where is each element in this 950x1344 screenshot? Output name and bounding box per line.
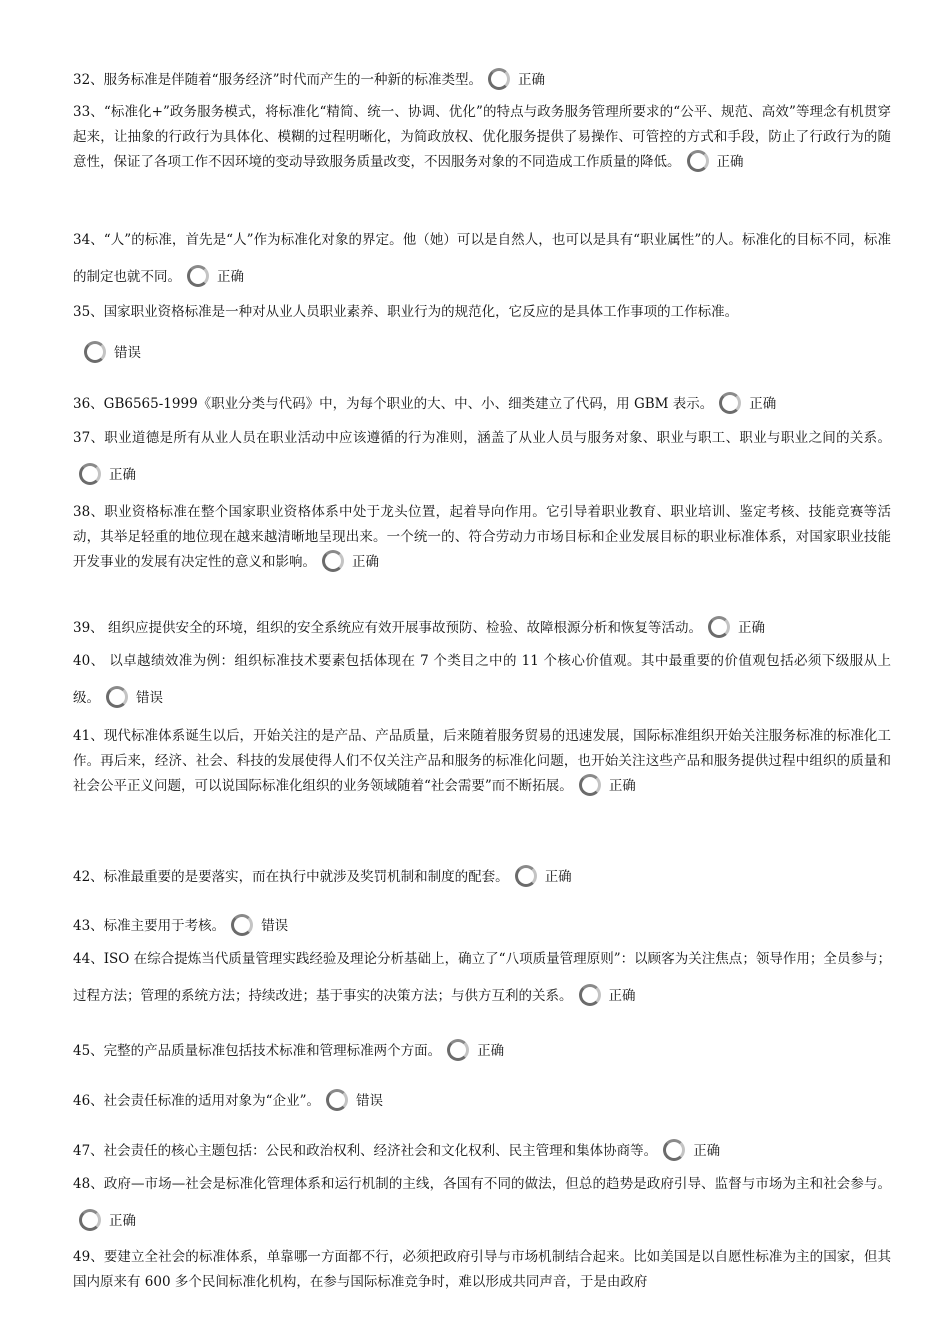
answer-label: 正确: [716, 154, 744, 170]
answer-option[interactable]: [322, 550, 379, 575]
answer-label: 正确: [517, 72, 545, 88]
question-37: [73, 420, 891, 494]
answer-label: 正确: [109, 1213, 136, 1229]
answer-label: 错误: [355, 1093, 383, 1109]
question-34: [73, 222, 891, 296]
answer-label: 错误: [114, 345, 141, 361]
question-47: [73, 1139, 891, 1164]
question-35: [73, 300, 891, 325]
answer-label: 错误: [136, 690, 163, 706]
answer-option[interactable]: [719, 392, 776, 417]
question-text: 41、现代标准体系诞生以后，开始关注的是产品、产品质量，后来随着服务贸易的迅速发展，国际标准组织开始关注服务标准的标准化工作。再后来，经济、社会、科技的发展使得人们不仅关注产品和服务的标准化问题，也开始关注这些产品和服务提供过程中组织的质量和社会公平正义问题，可以说国际标准化组织的业务领域随着“社会需要”而不断拓展。: [73, 728, 891, 794]
answer-option[interactable]: [579, 774, 636, 799]
answer-option[interactable]: [447, 1039, 504, 1064]
question-32: [73, 68, 891, 93]
question-42: [73, 865, 891, 890]
question-40: [73, 643, 891, 717]
radio-icon[interactable]: [579, 774, 601, 796]
question-text: 36、GB6565-1999《职业分类与代码》中，为每个职业的大、中、小、细类建立了代码，用 GBM 表示。: [73, 396, 714, 412]
question-text: 48、政府—市场—社会是标准化管理体系和运行机制的主线，各国有不同的做法，但总的趋势是政府引导、监督与市场为主和社会参与。: [73, 1176, 891, 1192]
question-36: [73, 392, 891, 417]
answer-option[interactable]: [515, 865, 572, 890]
radio-icon[interactable]: [84, 341, 106, 363]
question-text: 47、社会责任的核心主题包括：公民和政治权利、经济社会和文化权利、民主管理和集体协商等。: [73, 1143, 658, 1159]
question-text: 43、标准主要用于考核。: [73, 918, 226, 934]
question-text: 35、国家职业资格标准是一种对从业人员职业素养、职业行为的规范化，它反应的是具体工作事项的工作标准。: [73, 304, 739, 320]
radio-icon[interactable]: [719, 392, 741, 414]
radio-icon[interactable]: [663, 1139, 685, 1161]
answer-option[interactable]: [579, 978, 636, 1015]
radio-icon[interactable]: [515, 865, 537, 887]
question-text: 45、完整的产品质量标准包括技术标准和管理标准两个方面。: [73, 1043, 442, 1059]
answer-label: 正确: [352, 554, 379, 570]
question-43: [73, 914, 891, 939]
answer-option[interactable]: [687, 150, 744, 175]
radio-icon[interactable]: [106, 686, 128, 708]
question-text: 39、 组织应提供安全的环境，组织的安全系统应有效开展事故预防、检验、故障根源分析和恢复等活动。: [73, 620, 702, 636]
answer-label: 正确: [109, 467, 136, 483]
question-48: [73, 1166, 891, 1240]
answer-label: 正确: [608, 988, 636, 1004]
radio-icon[interactable]: [79, 1209, 101, 1231]
question-text: 32、服务标准是伴随着“服务经济”时代而产生的一种新的标准类型。: [73, 72, 482, 88]
radio-icon[interactable]: [231, 914, 253, 936]
radio-icon[interactable]: [322, 550, 344, 572]
answer-option[interactable]: [79, 457, 136, 494]
question-41: [73, 724, 891, 799]
question-text: 49、要建立全社会的标准体系，单靠哪一方面都不行，必须把政府引导与市场机制结合起来。比如美国是以自愿性标准为主的国家，但其国内原来有 600 多个民间标准化机构，在参与国际标准竞争时，难以形成共同声音，于是由政府: [73, 1249, 891, 1290]
answer-label: 正确: [217, 269, 244, 285]
question-text: 38、职业资格标准在整个国家职业资格体系中处于龙头位置，起着导向作用。它引导着职业教育、职业培训、鉴定考核、技能竞赛等活动，其举足轻重的地位现在越来越清晰地呈现出来。一个统一的、符合劳动力市场目标和企业发展目标的职业标准体系，对国家职业技能开发事业的发展有决定性的意义和影响。: [73, 504, 891, 570]
question-49: [73, 1245, 891, 1295]
answer-label: 正确: [737, 620, 765, 636]
answer-option[interactable]: [106, 680, 163, 717]
answer-option[interactable]: [488, 68, 545, 93]
question-text: 40、 以卓越绩效准为例：组织标准技术要素包括体现在 7 个类目之中的 11 个核心价值观。其中最重要的价值观包括必须下级服从上级。: [73, 653, 891, 706]
answer-label: 正确: [477, 1043, 505, 1059]
radio-icon[interactable]: [708, 616, 730, 638]
radio-icon[interactable]: [326, 1089, 348, 1111]
answer-label: 正确: [693, 1143, 721, 1159]
answer-option[interactable]: [84, 341, 141, 366]
answer-label: 错误: [261, 918, 289, 934]
question-text: 42、标准最重要的是要落实，而在执行中就涉及奖罚机制和制度的配套。: [73, 869, 509, 885]
question-text: 37、职业道德是所有从业人员在职业活动中应该遵循的行为准则，涵盖了从业人员与服务对象、职业与职工、职业与职业之间的关系。: [73, 430, 891, 446]
question-text: 44、ISO 在综合提炼当代质量管理实践经验及理论分析基础上，确立了“八项质量管理原则”：以顾客为关注焦点；领导作用；全员参与；过程方法；管理的系统方法；持续改进；基于事实的决策方法；与供方互利的关系。: [73, 951, 891, 1004]
answer-option[interactable]: [231, 914, 288, 939]
radio-icon[interactable]: [187, 265, 209, 287]
answer-label: 正确: [608, 778, 636, 794]
question-35-answer-row: [84, 341, 284, 366]
answer-label: 正确: [749, 396, 777, 412]
radio-icon[interactable]: [488, 68, 510, 90]
question-45: [73, 1039, 891, 1064]
radio-icon[interactable]: [579, 984, 601, 1006]
question-text: 34、“人”的标准，首先是“人”作为标准化对象的界定。他（她）可以是自然人，也可以是具有“职业属性”的人。标准化的目标不同，标准的制定也就不同。: [73, 232, 891, 285]
radio-icon[interactable]: [447, 1039, 469, 1061]
question-38: [73, 500, 891, 575]
answer-label: 正确: [544, 869, 572, 885]
question-46: [73, 1089, 891, 1114]
question-33: [73, 100, 891, 175]
radio-icon[interactable]: [79, 463, 101, 485]
question-text: 33、“标准化+”政务服务模式，将标准化“精简、统一、协调、优化”的特点与政务服务管理所要求的“公平、规范、高效”等理念有机贯穿起来，让抽象的行政行为具体化、模糊的过程明晰化，为简政放权、优化服务提供了易操作、可管控的方式和手段，防止了行政行为的随意性，保证了各项工作不因环境的变动导致服务质量改变，不因服务对象的不同造成工作质量的降低。: [73, 104, 891, 170]
answer-option[interactable]: [326, 1089, 383, 1114]
question-44: [73, 941, 891, 1015]
answer-option[interactable]: [79, 1203, 136, 1240]
question-39: [73, 616, 891, 641]
question-text: 46、社会责任标准的适用对象为“企业”。: [73, 1093, 320, 1109]
answer-option[interactable]: [708, 616, 765, 641]
answer-option[interactable]: [187, 259, 244, 296]
radio-icon[interactable]: [687, 150, 709, 172]
answer-option[interactable]: [663, 1139, 720, 1164]
